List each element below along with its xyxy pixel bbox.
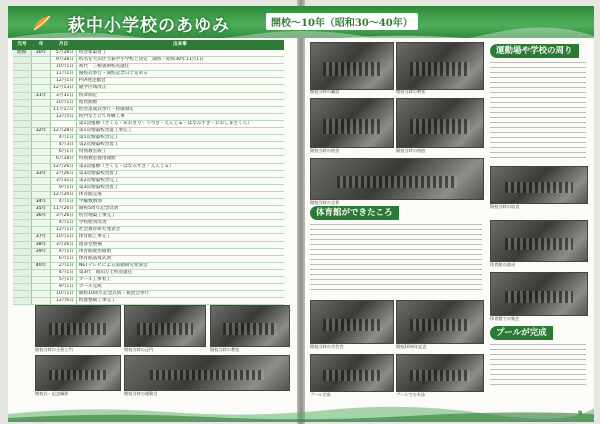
cell-era [13, 220, 32, 227]
cell-era [13, 78, 32, 85]
cell-era [13, 135, 32, 142]
page-number: 9 [578, 410, 583, 417]
cell-event: 開校10周年記念式典・祝賀会挙行 [76, 291, 283, 298]
cell-year [32, 135, 51, 142]
cell-era [13, 262, 32, 269]
photo-classroom-2 [396, 42, 484, 90]
cell-date: 11月26日 [51, 206, 77, 213]
section-body-sports [490, 62, 586, 160]
table-row [13, 177, 284, 184]
table-header-row [13, 41, 284, 50]
section-heading-sports: 運動場や学校の周り [490, 44, 579, 58]
table-row [13, 227, 284, 234]
table-row [13, 191, 284, 198]
photo-pool-completed [310, 354, 394, 392]
cell-era [13, 149, 32, 156]
cell-era [13, 234, 32, 241]
cell-event: 開校5周年記念式典 [76, 206, 283, 213]
cell-year: 37年 [32, 234, 51, 241]
cell-year [32, 106, 51, 113]
cell-event: 特別教室使用開始 [76, 156, 283, 163]
photo-lunch [490, 166, 588, 204]
cell-event: 体育館工事完了 [76, 234, 283, 241]
table-row [13, 298, 284, 305]
cell-date: 12月1日 [51, 227, 77, 234]
table-row [13, 135, 284, 142]
cell-era [13, 277, 32, 284]
caption: 開校当時の学芸会 [310, 344, 344, 349]
cell-year [32, 298, 51, 305]
cell-event: 社会教育研究発表会 [76, 227, 283, 234]
cell-year [32, 57, 51, 64]
caption: 開校当時の全景 [310, 200, 340, 205]
cell-era [13, 241, 32, 248]
cell-event: 第2次増築校舎着工 [76, 142, 283, 149]
table-row [13, 220, 284, 227]
header-era: 元号 [13, 41, 32, 50]
caption: 開校当時の校舎 [310, 148, 340, 153]
table-row [13, 163, 284, 170]
cell-year [32, 113, 51, 120]
cell-year [32, 149, 51, 156]
cell-event: 通学区域改正 [76, 85, 283, 92]
header-event: 出来事 [76, 41, 283, 50]
cell-date: 3月26日 [51, 213, 77, 220]
cell-date: 5月1日 [51, 277, 77, 284]
cell-date: 9月28日 [51, 57, 77, 64]
cell-event: 第3代 岡田万七校長就任 [76, 269, 283, 276]
cell-date: 2月26日 [51, 170, 77, 177]
cell-era [13, 184, 32, 191]
cell-date: 3月26日 [51, 241, 77, 248]
photo-building [310, 98, 394, 148]
header-year: 年 [32, 41, 51, 50]
cell-event: 第1次植樹（さくら・あおぎり・うつき・えんじゅ・はなみずき・おおしまざくら） [76, 120, 283, 127]
header-date: 月日 [51, 41, 77, 50]
cell-era [13, 92, 32, 99]
table-row [13, 57, 284, 64]
cell-date: 12月5日 [51, 113, 77, 120]
cell-era [13, 156, 32, 163]
cell-event: プール工事着工 [76, 277, 283, 284]
cell-era [13, 120, 32, 127]
section-heading-gym: 体育館ができたころ [310, 206, 399, 220]
caption: 開校当時の全景と門 [35, 347, 73, 352]
cell-event: 体育館落成式典 [76, 255, 283, 262]
photo-staff [310, 42, 394, 90]
caption: 開校当時の運動会 [124, 391, 158, 396]
cell-era [13, 163, 32, 170]
photo-10th-anniversary [396, 300, 484, 344]
caption: 開校10周年記念 [396, 344, 427, 349]
cell-date [51, 120, 77, 127]
cell-year [32, 120, 51, 127]
caption: 体育館での集会 [490, 316, 520, 321]
table-row [13, 99, 284, 106]
cell-era [13, 284, 32, 291]
table-row [13, 71, 284, 78]
cell-year [32, 163, 51, 170]
cell-event: 体育館使用開始 [76, 248, 283, 255]
cell-event: 第3次増築校舎着工 [76, 170, 283, 177]
cell-year: 31年 [32, 92, 51, 99]
cell-era [13, 128, 32, 135]
cell-year [32, 71, 51, 78]
cell-era [13, 64, 32, 71]
cell-year [32, 269, 51, 276]
cell-year [32, 78, 51, 85]
caption: 開校当時の給食 [490, 204, 520, 209]
cell-era [13, 177, 32, 184]
cell-event: PTA発足総会 [76, 78, 283, 85]
caption: 開校当時の職員 [310, 89, 340, 94]
photo-school-play [310, 300, 394, 344]
cell-year [32, 85, 51, 92]
cell-event: 第2次増築校舎完工 [76, 177, 283, 184]
caption: 開校当時の正門 [124, 347, 154, 352]
table-row [13, 128, 284, 135]
leaf-logo-icon [32, 14, 54, 32]
cell-date: 4月1日 [51, 135, 77, 142]
photo-opening-ceremony [35, 355, 121, 391]
table-row [13, 50, 284, 57]
table-row [13, 92, 284, 99]
cell-date: 10月1日 [51, 64, 77, 71]
footer-wave-decoration [8, 392, 594, 422]
table-row [13, 206, 284, 213]
cell-date: 5月28日 [51, 50, 77, 57]
cell-event: 第1次増築校舎落工事完了 [76, 128, 283, 135]
cell-date: 4月1日 [51, 269, 77, 276]
cell-era [13, 213, 32, 220]
cell-era [13, 57, 32, 64]
cell-event: プール完成 [76, 284, 283, 291]
cell-event: 第3次増築校舎着工 [76, 184, 283, 191]
cell-year [32, 284, 51, 291]
history-table [12, 40, 284, 305]
cell-era [13, 191, 32, 198]
cell-date: 4月3日 [51, 142, 77, 149]
table-row [13, 241, 284, 248]
cell-event: 校名を大田区立萩中小学校と決定 開校・昭和30年11月1日 [76, 57, 283, 64]
cell-event: 校章制定 [76, 92, 283, 99]
cell-year [32, 220, 51, 227]
cell-era: 昭和 [13, 50, 32, 57]
cell-era [13, 255, 32, 262]
cell-year [32, 184, 51, 191]
table-row [13, 184, 284, 191]
table-row [13, 277, 284, 284]
header-banner [8, 6, 594, 38]
section-body-gym [310, 224, 482, 292]
cell-era [13, 71, 32, 78]
cell-date: 12月20日 [51, 191, 77, 198]
table-row [13, 78, 284, 85]
cell-date: 4月1日 [51, 198, 77, 205]
cell-year [32, 255, 51, 262]
cell-event: 校門などにて外構工事 [76, 113, 283, 120]
cell-event: 初代 三根義則校長就任 [76, 64, 283, 71]
table-row [13, 64, 284, 71]
photo-schoolyard [396, 98, 484, 148]
table-row [13, 198, 284, 205]
caption: 開校当時の教室 [210, 347, 240, 352]
cell-date: 6月1日 [51, 149, 77, 156]
photo-overview-2 [310, 158, 484, 200]
caption: 体育館の落成 [490, 262, 516, 267]
cell-event: 開校式挙行・開校記念日と定める [76, 71, 283, 78]
caption: 開校当時の校庭 [396, 148, 426, 153]
cell-year [32, 64, 51, 71]
photo-gym-assembly [490, 272, 588, 316]
cell-era [13, 269, 32, 276]
cell-event: 特別教室竣工 [76, 149, 283, 156]
table-row [13, 262, 284, 269]
cell-event: 第2次植樹（さくら・はなみずき・えんじゅ） [76, 163, 283, 170]
cell-date: 3月31日 [51, 177, 77, 184]
cell-year: 36年 [32, 213, 51, 220]
table-row [13, 291, 284, 298]
cell-event: 校舎新築着工 [76, 50, 283, 57]
cell-era [13, 198, 32, 205]
cell-event: 図書室整備 [76, 241, 283, 248]
cell-era [13, 170, 32, 177]
cell-date: 12月26日 [51, 163, 77, 170]
cell-year [32, 191, 51, 198]
cell-event: 校舎増築工事完了 [76, 213, 283, 220]
table-row [13, 170, 284, 177]
book-spine [297, 0, 305, 424]
table-row [13, 85, 284, 92]
cell-year: 35年 [32, 206, 51, 213]
cell-era [13, 298, 32, 305]
cell-event: 学校給食改善 [76, 220, 283, 227]
cell-event: 体育館完成 [76, 191, 283, 198]
caption: プールでの水泳 [396, 392, 426, 397]
cell-year [32, 291, 51, 298]
cell-date: 9月1日 [51, 284, 77, 291]
photo-sports-day [124, 355, 290, 391]
photo-main-gate [124, 305, 206, 347]
cell-era [13, 106, 32, 113]
cell-year: 30年 [32, 50, 51, 57]
table-row [13, 120, 284, 127]
table-row [13, 234, 284, 241]
cell-era [13, 227, 32, 234]
cell-year [32, 99, 51, 106]
section-body-pool [490, 344, 586, 388]
cell-era [13, 85, 32, 92]
cell-event: NETテレビによる道徳研究発表会 [76, 262, 283, 269]
photo-gym-completion [490, 220, 588, 262]
cell-year: 34年 [32, 198, 51, 205]
photo-pool-swimming [396, 354, 484, 392]
page-title: 萩中小学校のあゆみ [68, 16, 230, 36]
cell-year [32, 177, 51, 184]
cell-year [32, 277, 51, 284]
photo-classroom [210, 305, 290, 347]
cell-event: 校庭整備工事完了 [76, 298, 283, 305]
caption: 開校当時の教室 [396, 89, 426, 94]
cell-year: 40年 [32, 262, 51, 269]
cell-date: 12月1日 [51, 78, 77, 85]
cell-year: 39年 [32, 248, 51, 255]
caption: プール完成 [310, 392, 331, 397]
table-row [13, 142, 284, 149]
cell-date: 4月1日 [51, 248, 77, 255]
cell-year [32, 142, 51, 149]
table-row [13, 284, 284, 291]
cell-event: 第1次増築校舎完工 [76, 135, 283, 142]
table-row [13, 255, 284, 262]
cell-date: 12月13日 [51, 85, 77, 92]
cell-date: 11月17日 [51, 106, 77, 113]
period-tag: 開校～10年（昭和30～40年） [266, 13, 418, 30]
cell-era [13, 291, 32, 298]
table-row [13, 113, 284, 120]
cell-era [13, 142, 32, 149]
cell-year [32, 156, 51, 163]
table-row [13, 156, 284, 163]
cell-year [32, 227, 51, 234]
cell-era [13, 99, 32, 106]
section-heading-pool: プールが完成 [490, 326, 553, 340]
cell-era [13, 248, 32, 255]
cell-date: 12月28日 [51, 128, 77, 135]
table-body [13, 50, 284, 305]
cell-date: 11月1日 [51, 71, 77, 78]
cell-date: 9月1日 [51, 184, 77, 191]
cell-era [13, 206, 32, 213]
cell-year: 32年 [32, 128, 51, 135]
cell-year: 38年 [32, 241, 51, 248]
cell-date: 6月18日 [51, 156, 77, 163]
cell-era [13, 113, 32, 120]
cell-date: 6月1日 [51, 255, 77, 262]
cell-date: 10月1日 [51, 99, 77, 106]
cell-date: 10月1日 [51, 291, 77, 298]
table-row [13, 269, 284, 276]
cell-event: 給食開始 [76, 99, 283, 106]
table-row [13, 248, 284, 255]
table-row [13, 149, 284, 156]
cell-date: 12月6日 [51, 298, 77, 305]
table-row [13, 106, 284, 113]
cell-date: 2月1日 [51, 262, 77, 269]
caption: 開校式・記念撮影 [35, 391, 69, 396]
cell-date: 4月1日 [51, 220, 77, 227]
cell-year: 33年 [32, 170, 51, 177]
cell-event: 学級数増加 [76, 198, 283, 205]
photo-school-overview [35, 305, 121, 347]
cell-date: 10月1日 [51, 234, 77, 241]
cell-date: 3月31日 [51, 92, 77, 99]
cell-event: 校舎落成式挙行・校歌制定 [76, 106, 283, 113]
table-row [13, 213, 284, 220]
